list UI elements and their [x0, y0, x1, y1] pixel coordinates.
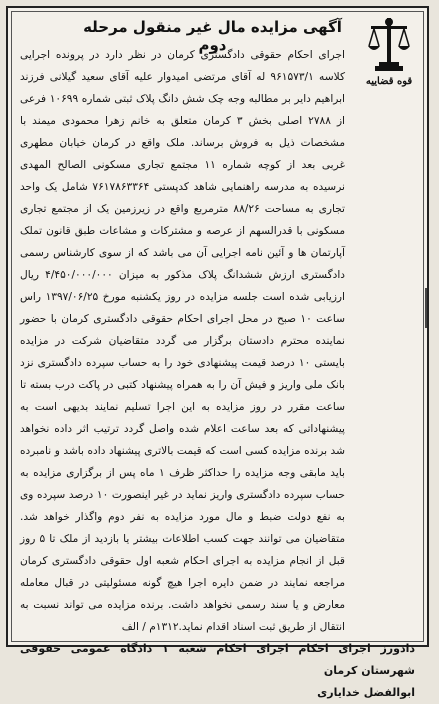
ad-page [6, 6, 429, 699]
signature-line-name: ابوالفضل خدایاری [317, 686, 415, 699]
ad-body [20, 44, 416, 699]
ad-paragraph: اجرای احکام حقوقی دادگستری کرمان در نظر دارد در پرونده اجرایی کلاسه ۹۶۱۵۷۳/۱ له آقای مرتضی امیدوار علیه آقای سعید گیلانی فرزند ابراهیم دایر بر مطالبه وجه چک شش دانگ پلاک ثبتی شماره ۱۰۶۹۹ فرعی از ۲۷۸۸ اصلی بخش ۳ کرمان متعلق به خانم زهرا محمودی میمند با مشخصات ذیل به فروش برساند. ملک واقع در کرمان خیابان مطهری غربی بعد از کوچه شماره ۱۱ مجتمع تجاری مسکونی الصالح المهدی نرسیده به مدرسه راهنمایی شاهد کدپستی ۷۶۱۷۸۶۳۳۶۴ شامل یک واحد تجاری به مساحت ۸۸/۲۶ مترمربع واقع در زیرزمین یک از مجتمع تجاری مسکونی با قدرالسهم از عرصه و مشترکات و مشاعات طبق قانون تملک آپارتمان ها و آئین نامه اجرایی آن می باشد که از سوی کارشناس رسمی دادگستری ارزش ششدانگ پلاک مذکور به میزان ۴/۴۵۰/۰۰۰/۰۰۰ ریال ارزیابی شده است جلسه مزایده در روز یکشنبه مورخ ۱۳۹۷/۰۶/۲۵ راس ساعت ۱۰ صبح در محل اجرای احکام حقوقی دادگستری کرمان با حضور نماینده محترم دادستان برگزار می گردد متقاضیان شرکت در مزایده بایستی ۱۰ درصد قیمت پیشنهادی خود را به حساب سپرده دادگستری نزد بانک ملی واریز و فیش آن را به همراه پیشنهاد کتبی در پاکت درب بسته تا ساعت مقرر در روز مزایده به این اجرا تسلیم نمایند بدیهی است به پیشنهاداتی که بعد ساعت اعلام شده واصل گردد ترتیب اثر داده نخواهد شد برنده مزایده کسی است که قیمت بالاتری پیشنهاد داده باشد و نامبرده باید مابقی وجه مزایده را حداکثر ظرف ۱ ماه پس از برگزاری مزایده به حساب سپرده دادگستری واریز نماید در غیر اینصورت ۱۰ درصد سپرده وی به نفع دولت ضبط و مال مورد مزایده به نفر دوم واگذار خواهد شد. متقاضیان می توانند جهت کسب اطلاعات بیشتر یا بازدید از ملک تا ۵ روز قبل از انجام مزایده به اجرای احکام شعبه اول حقوقی دادگستری کرمان مراجعه نمایند در ضمن دایره اجرا هیچ گونه مسئولیتی در قبال معامله معارض و یا سند رسمی نخواهد داشت. برنده مزایده می تواند نسبت به انتقال از طریق ثبت اسناد اقدام نماید.۱۳۱۲م / الف [20, 49, 346, 633]
signature-line-title: دادورز اجرای احکام اجرای احکام شعبه ۱ دادگاه عمومی حقوقی شهرستان کرمان [20, 642, 416, 677]
ad-title: آگهی مزایده مال غیر منقول مرحله دوم [83, 18, 342, 54]
emblem-text: قوه قضاییه [365, 76, 413, 87]
edge-mark [425, 288, 427, 328]
